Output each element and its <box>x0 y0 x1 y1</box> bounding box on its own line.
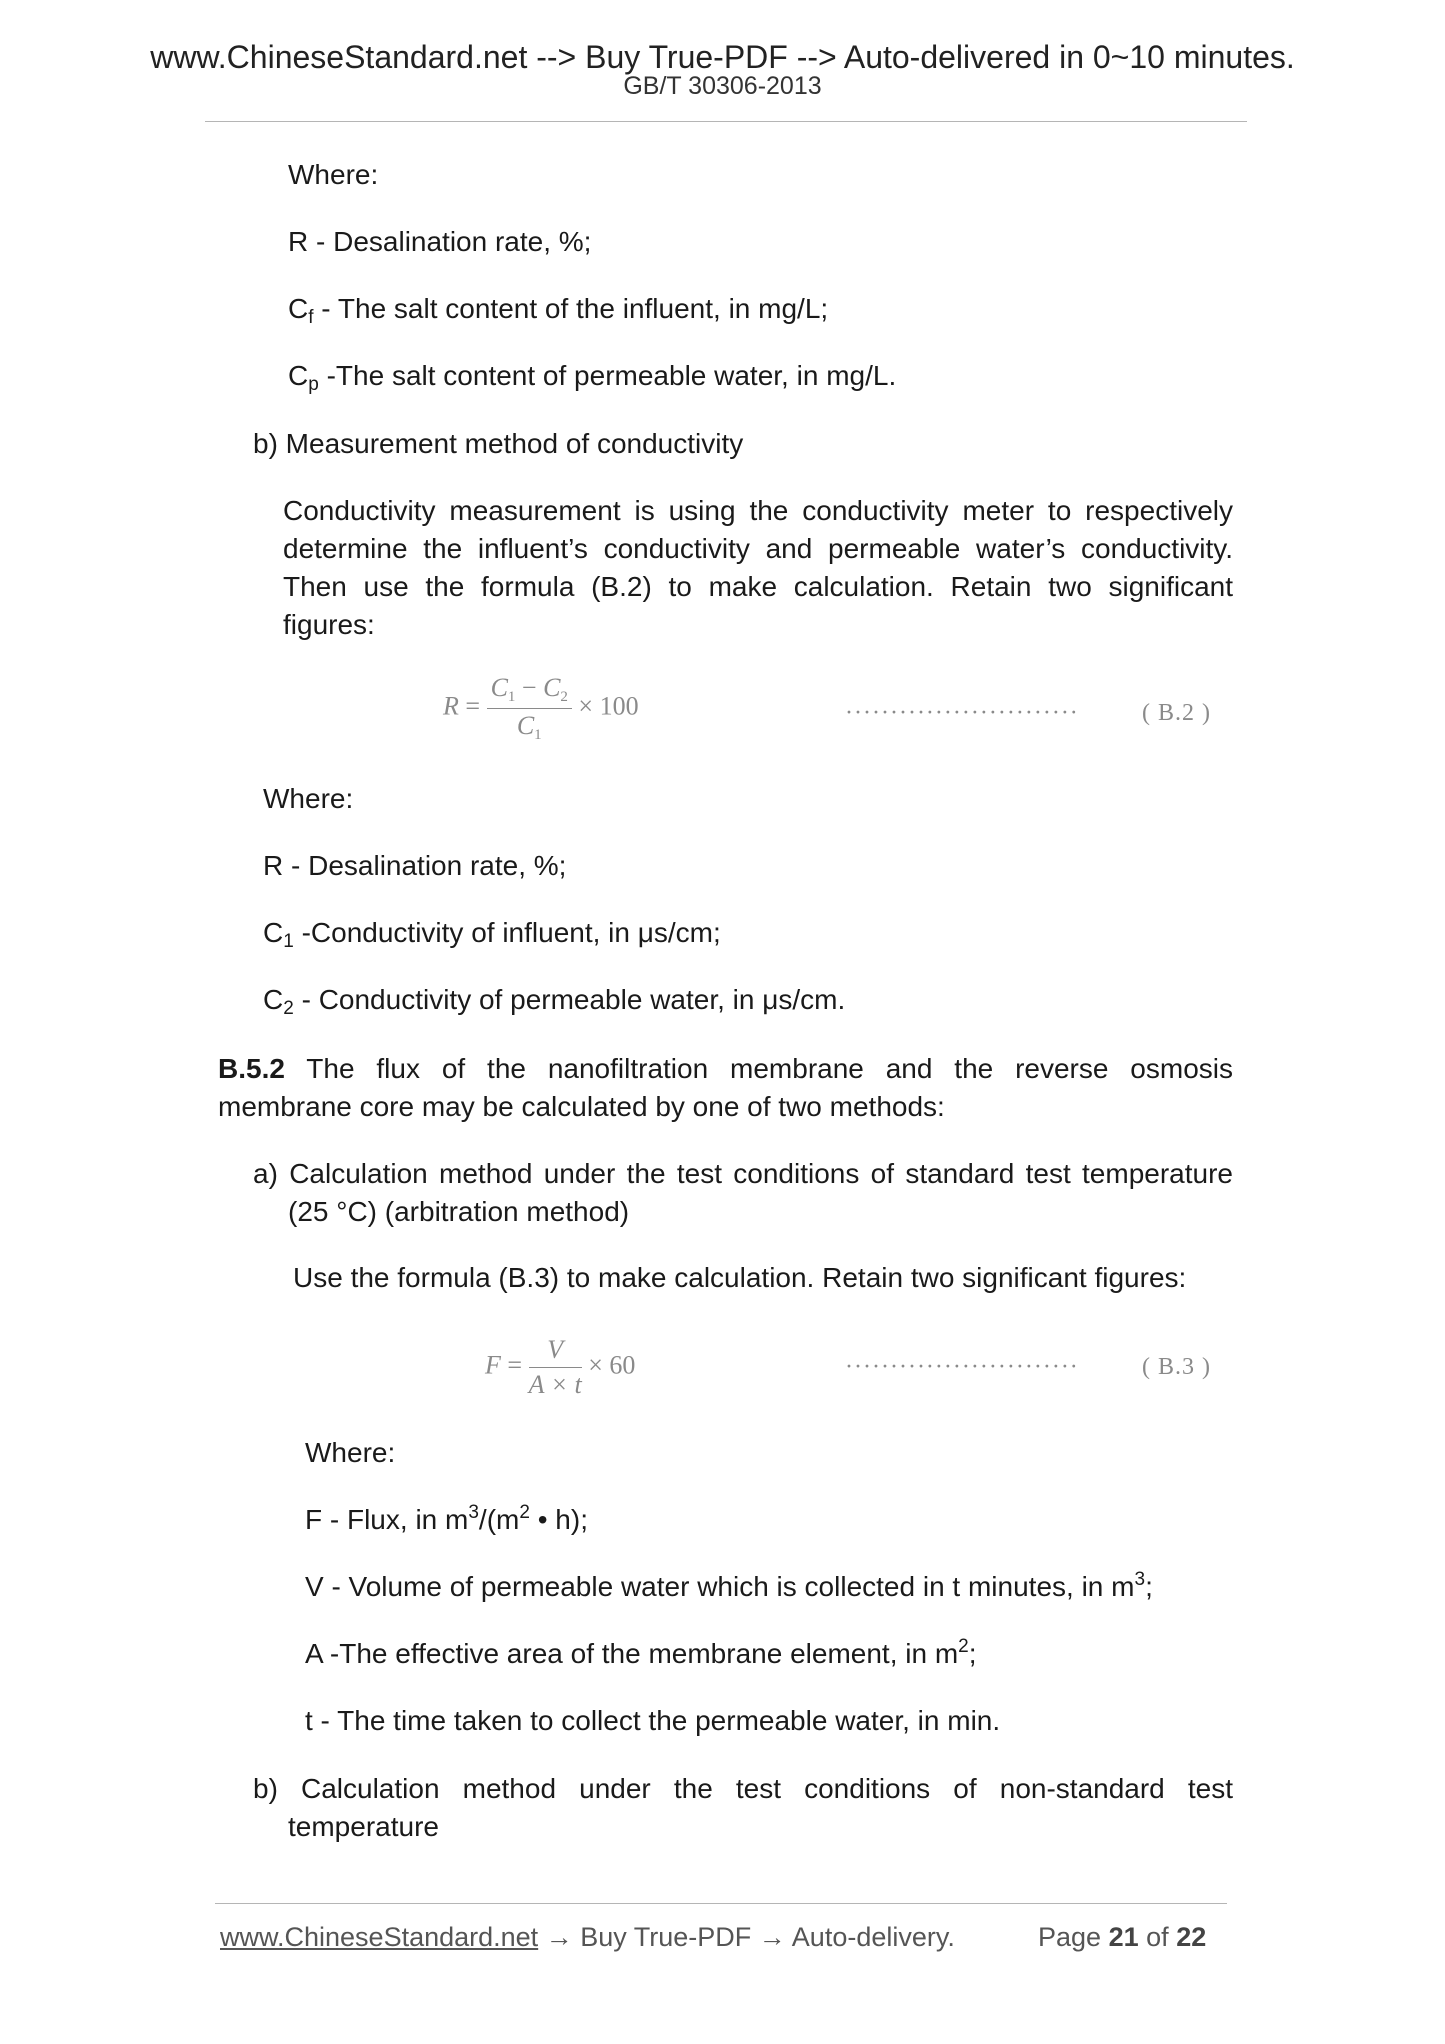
where-label-3: Where: <box>305 1437 396 1468</box>
def-cf: $C_f$ - The salt content of the influent, in mg/L; <box>288 293 829 328</box>
formula-b3-leader: ·························· <box>845 1354 1079 1380</box>
footer-rule <box>215 1903 1227 1904</box>
arrow-icon: → <box>545 1922 573 1952</box>
formula-b2-eq: = <box>465 691 481 721</box>
footer-delivery: Auto-delivery. <box>791 1922 955 1952</box>
formula-b2-leader: ·························· <box>845 700 1079 726</box>
def-r-2: R - Desalination rate, %; <box>263 850 567 881</box>
item-a-paragraph: Use the formula (B.3) to make calculation. Retain two significant figures: <box>293 1262 1187 1293</box>
header-rule <box>205 121 1247 122</box>
formula-b2-multiplier: × 100 <box>578 691 639 721</box>
item-b-paragraph: Conductivity measurement is using the conductivity meter to respectively determine the influent’s conductivity and permeable water’s conductivity. Then use the formula (B.2) to make calculation. Retain two significant figures: <box>283 495 1233 640</box>
def-c1: $C_1$ -Conductivity of influent, in μs/cm; <box>263 917 721 952</box>
def-c2: $C_2$ - Conductivity of permeable water, in μs/cm. <box>263 984 846 1019</box>
formula-b3 <box>485 1335 635 1400</box>
def-r-1: R - Desalination rate, %; <box>288 226 592 257</box>
formula-b2-lhs: R <box>443 691 459 721</box>
def-a: A -The effective area of the membrane element, in $m^2$; <box>305 1636 977 1669</box>
item-a-title: a) Calculation method under the test conditions of standard test temperature (25 °C) (arbitration method) <box>253 1158 1233 1227</box>
where-label-1: Where: <box>288 159 379 190</box>
footer-link[interactable]: www.ChineseStandard.net <box>220 1922 539 1952</box>
formula-b2 <box>443 673 639 744</box>
formula-b3-multiplier: × 60 <box>588 1350 636 1380</box>
formula-b3-ref: ( B.3 ) <box>1142 1354 1211 1380</box>
page-number: 21 <box>1108 1922 1139 1952</box>
formula-b3-eq: = <box>507 1350 523 1380</box>
def-cp: $C_p$ -The salt content of permeable water, in mg/L. <box>288 360 897 395</box>
section-b52: B.5.2 The flux of the nanofiltration membrane and the reverse osmosis membrane core may be calculated by one of two methods: <box>218 1053 1233 1122</box>
header-banner[interactable]: www.ChineseStandard.net --> Buy True-PDF --> Auto-delivered in 0~10 minutes. <box>150 39 1295 75</box>
page-indicator: Page 21 of 22 <box>1038 1922 1207 1952</box>
formula-b3-fraction: $\frac{V}{A \times t}$ <box>528 1335 582 1399</box>
arrow-icon: → <box>758 1922 786 1952</box>
footer-left <box>220 1920 955 1954</box>
standard-code: GB/T 30306-2013 <box>623 72 822 100</box>
section-b52-number: B.5.2 <box>218 1053 285 1084</box>
page-total: 22 <box>1176 1922 1207 1952</box>
item-b-title: b) Measurement method of conductivity <box>253 428 744 459</box>
where-label-2: Where: <box>263 783 354 814</box>
def-f: F - Flux, in $m^3/(m^2$ • h); <box>305 1502 588 1535</box>
formula-b2-ref: ( B.2 ) <box>1142 700 1211 726</box>
item-b2-title: b) Calculation method under the test conditions of non-standard test temperature <box>253 1773 1233 1842</box>
formula-b3-lhs: F <box>485 1350 501 1380</box>
def-t: t - The time taken to collect the permeable water, in min. <box>305 1705 1001 1736</box>
def-v: V - Volume of permeable water which is collected in t minutes, in $m^3$; <box>305 1569 1153 1602</box>
footer-buy: Buy True-PDF <box>580 1922 752 1952</box>
formula-b2-fraction: $\frac{C1 - C2}{C1}$ <box>487 673 572 744</box>
